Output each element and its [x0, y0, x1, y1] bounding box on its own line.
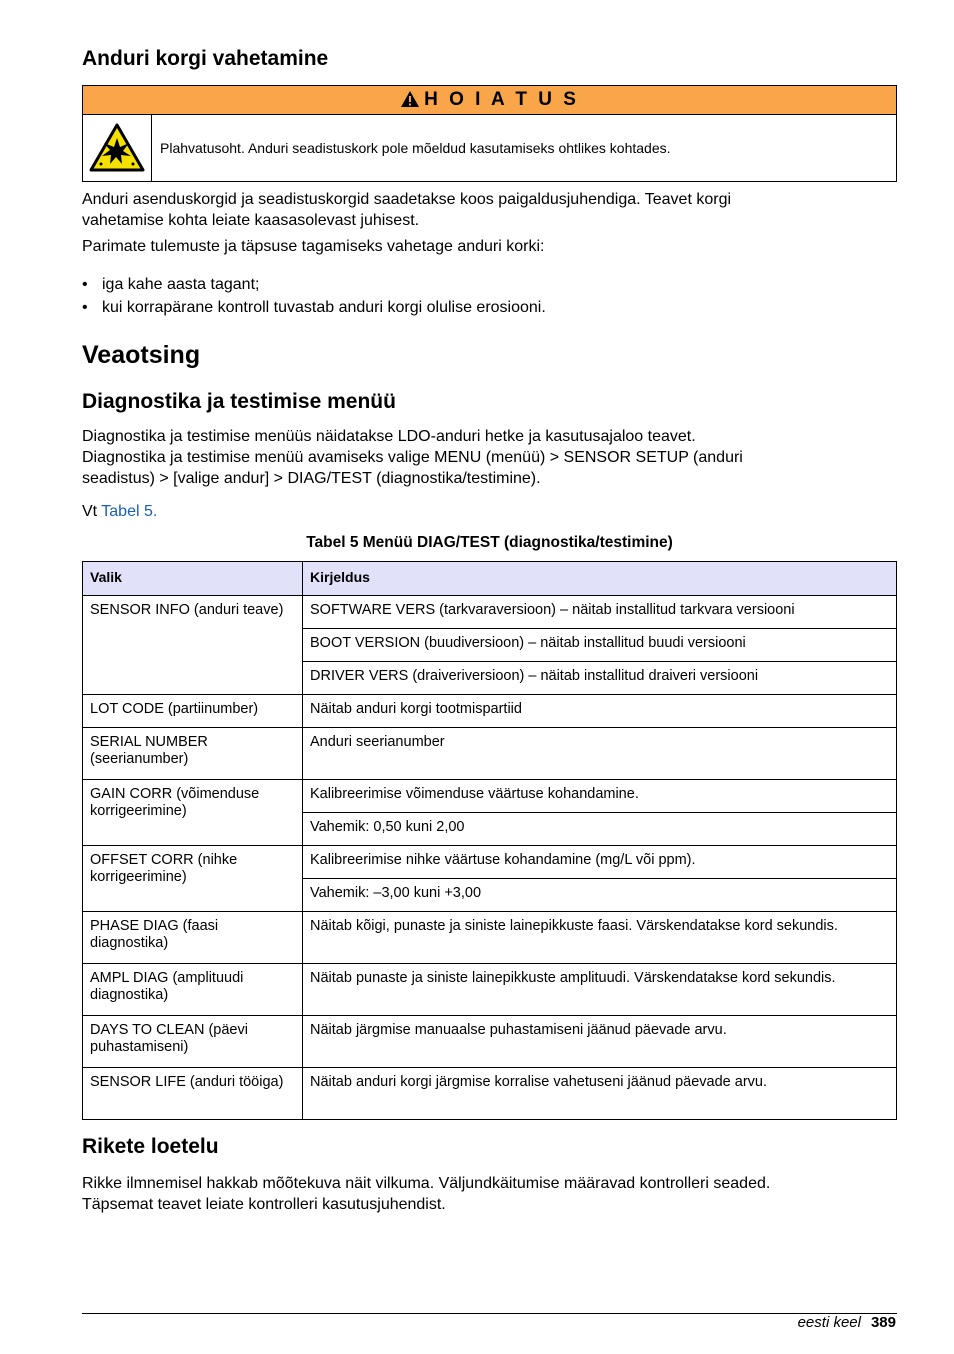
table-header-row [83, 562, 897, 596]
table-row [83, 912, 897, 964]
diag-test-table [82, 561, 897, 1120]
diagnostics-line-1: Diagnostika ja testimise menüüs näidatakse LDO-anduri hetke ja kasutusajaloo teavet. [82, 428, 696, 445]
section-title-cap-replacement: Anduri korgi vahetamine [82, 47, 329, 70]
diagnostics-paragraph [82, 426, 882, 489]
description-cell: Näitab kõigi, punaste ja siniste lainepikkuste faasi. Värskendatakse kord sekundis. [303, 912, 897, 964]
description-cell: Vahemik: –3,00 kuni +3,00 [303, 879, 897, 912]
description-cell: Kalibreerimise nihke väärtuse kohandamine (mg/L või ppm). [303, 846, 897, 879]
footer-language: eesti keel [797, 1314, 861, 1331]
cap-intro-line-1: Anduri asenduskorgid ja seadistuskorgid saadetakse koos paigaldusjuhendiga. Teavet korgi [82, 191, 732, 208]
column-header-option: Valik [83, 562, 303, 596]
description-cell: Näitab punaste ja siniste lainepikkuste amplituudi. Värskendatakse kord sekundis. [303, 964, 897, 1016]
warning-label: H O I A T U S [424, 89, 579, 110]
cap-intro-line-2: vahetamise kohta leiate kaasasolevast juhisest. [82, 212, 420, 229]
option-cell: GAIN CORR (võimenduse korrigeerimine) [83, 780, 303, 846]
see-table-reference [82, 501, 882, 522]
description-cell: Näitab järgmise manuaalse puhastamiseni jäänud päevade arvu. [303, 1016, 897, 1068]
option-cell: SENSOR LIFE (anduri tööiga) [83, 1068, 303, 1120]
table-5-link[interactable]: Tabel 5 [101, 503, 153, 520]
table-row [83, 728, 897, 780]
table-row [83, 695, 897, 728]
see-prefix: Vt [82, 503, 102, 520]
section-title-error-list: Rikete loetelu [82, 1135, 219, 1158]
table-row [83, 846, 897, 879]
table-caption: Tabel 5 Menüü DIAG/TEST (diagnostika/testimine) [306, 534, 673, 551]
error-list-paragraph [82, 1173, 882, 1215]
column-header-description: Kirjeldus [303, 562, 897, 596]
footer-divider [82, 1313, 897, 1314]
diagnostics-line-2: Diagnostika ja testimise menüü avamiseks valige MENU (menüü) > SENSOR SETUP (anduri [82, 449, 743, 466]
see-suffix: . [152, 503, 158, 520]
list-item: • kui korrapärane kontroll tuvastab anduri korgi olulise erosiooni. [82, 297, 546, 320]
diagnostics-line-3: seadistus) > [valige andur] > DIAG/TEST (diagnostika/testimine). [82, 470, 541, 487]
page-footer [798, 1314, 896, 1331]
table-row [83, 780, 897, 813]
table-row [83, 964, 897, 1016]
description-cell: DRIVER VERS (draiveriversioon) – näitab installitud draiveri versiooni [303, 662, 897, 695]
table-row [83, 596, 897, 629]
description-cell: Kalibreerimise võimenduse väärtuse kohandamine. [303, 780, 897, 813]
warning-triangle-icon [400, 90, 420, 108]
description-cell: Anduri seerianumber [303, 728, 897, 780]
option-cell: SERIAL NUMBER (seerianumber) [83, 728, 303, 780]
warning-header [83, 86, 896, 115]
explosion-hazard-icon [83, 115, 152, 181]
option-cell: SENSOR INFO (anduri teave) [83, 596, 303, 695]
description-cell: BOOT VERSION (buudiversioon) – näitab installitud buudi versiooni [303, 629, 897, 662]
description-cell: Näitab anduri korgi järgmise korralise vahetuseni jäänud päevade arvu. [303, 1068, 897, 1120]
option-cell: PHASE DIAG (faasi diagnostika) [83, 912, 303, 964]
option-cell: AMPL DIAG (amplituudi diagnostika) [83, 964, 303, 1016]
option-cell: LOT CODE (partiinumber) [83, 695, 303, 728]
cap-replace-paragraph: Parimate tulemuste ja täpsuse tagamiseks vahetage anduri korki: [82, 238, 545, 255]
cap-intro-paragraph [82, 189, 882, 231]
table-row [83, 1068, 897, 1120]
table-row [83, 1016, 897, 1068]
description-cell: Vahemik: 0,50 kuni 2,00 [303, 813, 897, 846]
list-item: • iga kahe aasta tagant; [82, 274, 546, 297]
error-list-line-2: Täpsemat teavet leiate kontrolleri kasutusjuhendist. [82, 1196, 446, 1213]
section-title-diagnostics: Diagnostika ja testimise menüü [82, 390, 396, 413]
option-cell: DAYS TO CLEAN (päevi puhastamiseni) [83, 1016, 303, 1068]
error-list-line-1: Rikke ilmnemisel hakkab mõõtekuva näit vilkuma. Väljundkäitumise määravad kontrolleri seaded. [82, 1175, 771, 1192]
description-cell: Näitab anduri korgi tootmispartiid [303, 695, 897, 728]
description-cell: SOFTWARE VERS (tarkvaraversioon) – näitab installitud tarkvara versiooni [303, 596, 897, 629]
page-number: 389 [870, 1314, 896, 1331]
chapter-title: Veaotsing [82, 341, 201, 369]
replacement-bullet-list [82, 274, 546, 320]
warning-box [82, 85, 897, 182]
warning-text: Plahvatusoht. Anduri seadistuskork pole mõeldud kasutamiseks ohtlikes kohtades. [160, 140, 671, 156]
option-cell: OFFSET CORR (nihke korrigeerimine) [83, 846, 303, 912]
